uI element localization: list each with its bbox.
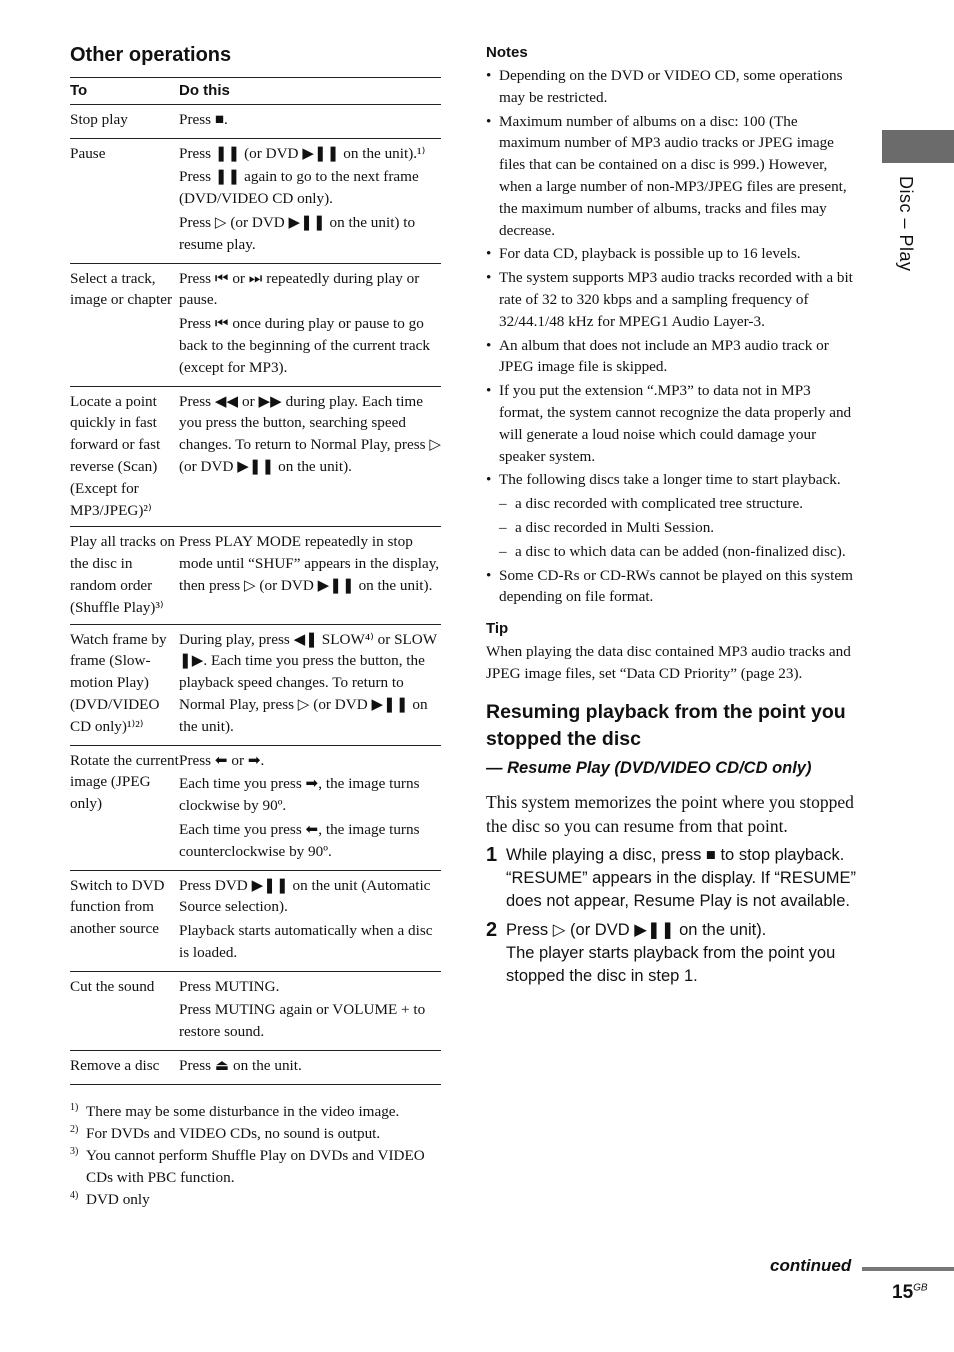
footnotes: [70, 1101, 442, 1211]
list-item-text: The following discs take a longer time to start playback.: [499, 471, 841, 489]
section-tab: [882, 130, 954, 163]
section-side-label: Disc – Play: [896, 176, 916, 272]
dash-item: [499, 493, 856, 515]
table-row: [70, 971, 441, 1050]
step-2: [486, 919, 856, 988]
row-do-line: Press ❚❚ again to go to the next frame (DVD/VIDEO CD only).: [179, 168, 419, 208]
dash-item: [499, 517, 856, 539]
row-to: Select a track, image or chapter: [70, 263, 179, 386]
row-do-line: Press ⏮ once during play or pause to go back to the beginning of the current track (except for MP3).: [179, 315, 430, 376]
row-do: [179, 386, 441, 527]
table-row: [70, 104, 441, 138]
row-do: [179, 870, 441, 971]
row-do: [179, 971, 441, 1050]
step-line: Press ▷ (or DVD ▶❚❚ on the unit).: [506, 920, 767, 939]
row-do-line: Press ■.: [179, 110, 228, 128]
list-item: • Some CD-Rs or CD-RWs cannot be played on this system depending on file format.: [486, 565, 856, 609]
footnote-text: DVD only: [86, 1190, 150, 1208]
step-line: “RESUME” appears in the display. If “RESUME” does not appear, Resume Play is not available.: [506, 868, 856, 910]
continued-label: continued: [770, 1256, 852, 1275]
header-to: To: [70, 78, 179, 105]
header-do-this: Do this: [179, 78, 441, 105]
tip-title: Tip: [486, 620, 509, 638]
dash-list: [499, 493, 856, 562]
step-body: [506, 844, 856, 913]
row-do-line: Press ⏮ or ⏭ repeatedly during play or pause.: [179, 269, 420, 309]
dash-item-text: a disc to which data can be added (non-finalized disc).: [515, 542, 846, 560]
tip-text: When playing the data disc contained MP3 audio tracks and JPEG image files, set “Data CD Priority” (page 23).: [486, 643, 851, 682]
list-item: • Depending on the DVD or VIDEO CD, some operations may be restricted.: [486, 65, 856, 109]
footnote-mark: 4): [70, 1189, 79, 1201]
table-row: [70, 1051, 441, 1085]
list-item: • If you put the extension “.MP3” to data not in MP3 format, the system cannot recognize the data properly and will generate a loud noise which could damage your speaker system.: [486, 380, 856, 467]
footnote: [70, 1189, 442, 1211]
row-do-line: Press MUTING again or VOLUME + to restore sound.: [179, 1001, 426, 1041]
resume-title: Resuming playback from the point you stopped the disc: [486, 700, 846, 750]
row-to: Rotate the current image (JPEG only): [70, 745, 179, 870]
table-row: [70, 138, 441, 263]
row-do: [179, 745, 441, 870]
list-item: • Maximum number of albums on a disc: 100 (The maximum number of MP3 audio tracks or JPEG image files that can be contained on a disc is 999.) However, when a large number of non-MP3/JPEG files are present, the maximum number of albums, tracks and files may decrease.: [486, 111, 856, 242]
table-row: [70, 870, 441, 971]
footnote: [70, 1145, 442, 1189]
continued-rule: [862, 1267, 954, 1271]
row-to: Play all tracks on the disc in random order (Shuffle Play)³⁾: [70, 527, 179, 624]
row-to: Remove a disc: [70, 1051, 179, 1085]
table-row: [70, 386, 441, 527]
list-item: • An album that does not include an MP3 audio track or JPEG image file is skipped.: [486, 335, 856, 379]
row-do-line: Press DVD ▶❚❚ on the unit (Automatic Source selection).: [179, 876, 431, 916]
row-to: Locate a point quickly in fast forward or fast reverse (Scan) (Except for MP3/JPEG)²⁾: [70, 386, 179, 527]
row-do-line: Press ◀◀ or ▶▶ during play. Each time you press the button, searching speed changes. To return to Normal Play, press ▷ (or DVD ▶❚❚ on the unit).: [179, 392, 441, 475]
section-title: Other operations: [70, 44, 232, 66]
table-row: [70, 263, 441, 386]
footnote-text: There may be some disturbance in the video image.: [86, 1102, 400, 1120]
table-row: [70, 745, 441, 870]
right-column: [486, 44, 856, 994]
notes-list: [486, 65, 856, 608]
row-do-line: Playback starts automatically when a disc is loaded.: [179, 922, 433, 961]
row-do: [179, 527, 441, 624]
step-line: The player starts playback from the point you stopped the disc in step 1.: [506, 943, 836, 985]
footnote-mark: 1): [70, 1101, 79, 1113]
row-do-line: Each time you press ⬅, the image turns counterclockwise by 90º.: [179, 820, 420, 860]
footnote-mark: 3): [70, 1145, 79, 1157]
page-number-suffix: GB: [913, 1282, 928, 1294]
dash-item-text: a disc recorded with complicated tree structure.: [515, 495, 804, 513]
row-do-line: Press PLAY MODE repeatedly in stop mode until “SHUF” appears in the display, then press ▷ (or DVD ▶❚❚ on the unit).: [179, 533, 440, 594]
page-number-value: 15: [892, 1282, 914, 1303]
row-do-line: Press MUTING.: [179, 977, 280, 995]
step-body: [506, 919, 856, 988]
row-to: Stop play: [70, 104, 179, 138]
footnote: [70, 1123, 442, 1145]
row-do-line: Press ⬅ or ➡.: [179, 751, 265, 769]
resume-intro: This system memorizes the point where you stopped the disc so you can resume from that point.: [486, 791, 854, 836]
step-1: [486, 844, 856, 913]
step-line: While playing a disc, press ■ to stop playback.: [506, 845, 845, 864]
list-item: • For data CD, playback is possible up to 16 levels.: [486, 243, 856, 265]
row-do: [179, 263, 441, 386]
row-do-line: Press ▷ (or DVD ▶❚❚ on the unit) to resume play.: [179, 213, 416, 253]
notes-title: Notes: [486, 44, 528, 61]
row-do: [179, 138, 441, 263]
list-item: [486, 469, 856, 562]
left-column: [70, 44, 442, 1211]
dash-item-text: a disc recorded in Multi Session.: [515, 518, 715, 536]
list-item: • The system supports MP3 audio tracks recorded with a bit rate of 32 to 320 kbps and a sampling frequency of 32/44.1/48 kHz for MPEG1 Audio Layer-3.: [486, 267, 856, 332]
operations-table: [70, 77, 441, 1085]
footnote-text: For DVDs and VIDEO CDs, no sound is output.: [86, 1124, 381, 1142]
row-do: [179, 104, 441, 138]
row-to: Watch frame by frame (Slow-motion Play) (DVD/VIDEO CD only)¹⁾²⁾: [70, 624, 179, 745]
row-do-line: Each time you press ➡, the image turns clockwise by 90º.: [179, 775, 420, 815]
row-do-line: Press ❚❚ (or DVD ▶❚❚ on the unit).¹⁾: [179, 144, 426, 162]
row-do-line: During play, press ◀❚ SLOW⁴⁾ or SLOW ❚▶. Each time you press the button, the playback speed changes. To return to Normal Play, press ▷ (or DVD ▶❚❚ on the unit).: [179, 630, 437, 735]
row-to: Switch to DVD function from another source: [70, 870, 179, 971]
dash-item: [499, 541, 856, 563]
footnote-text: You cannot perform Shuffle Play on DVDs and VIDEO CDs with PBC function.: [86, 1146, 425, 1186]
row-do-line: Press ⏏ on the unit.: [179, 1057, 302, 1075]
footnote: [70, 1101, 442, 1123]
footnote-mark: 2): [70, 1123, 79, 1135]
resume-subtitle: — Resume Play (DVD/VIDEO CD/CD only): [486, 758, 812, 777]
table-row: [70, 624, 441, 745]
row-do: [179, 1051, 441, 1085]
step-number: 1: [486, 843, 498, 866]
row-to: Cut the sound: [70, 971, 179, 1050]
row-do: [179, 624, 441, 745]
step-number: 2: [486, 918, 498, 941]
table-header: [70, 78, 441, 105]
table-row: [70, 527, 441, 624]
row-to: Pause: [70, 138, 179, 263]
page-number: [892, 1282, 928, 1304]
